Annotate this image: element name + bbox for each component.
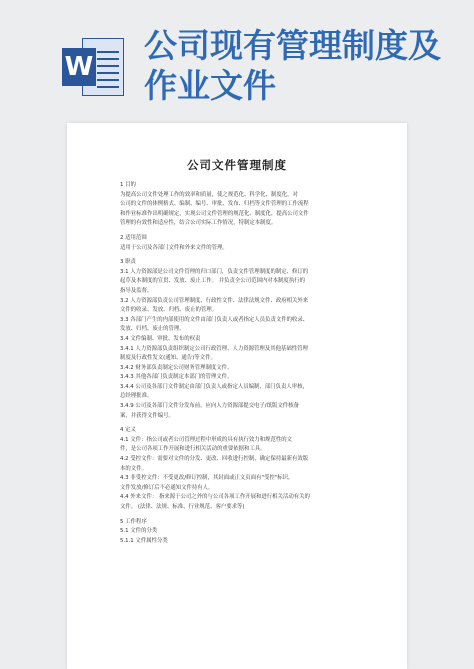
body-line: 和作业标准作出明确规定，实现公司文件管理的规范化、制度化，提高公司文件 [120,210,309,217]
body-line: 件，是公司各项工作开展和进行相关活动的重要依据和工具。 [120,446,266,453]
body-line: 起草及本制度的宣贯、发放、废止工作。 并负责全公司范围内对本制度执行的 [120,278,305,285]
body-line: 管理的有效性和适应性，结合公司实际工作情况，特制定本制度。 [120,220,277,227]
body-line: 4.1 文件：指公司或者公司管理过程中形成的具有执行效力和规范性的文 [120,436,293,443]
body-line: 3.3 各部门产生的内部使用的文件由部门负责人或者指定人员负责文件的收录、 [120,316,309,323]
body-line: 为提高公司文件处理工作的效率和质量，使之规范化、科学化、制度化，对 [120,191,298,198]
body-line: 3.4.4 公司及各部门文件制定由部门负责人或指定人员编制，部门负责人审核， [120,383,308,390]
body-line: 5.1 文件的分类 [120,528,158,535]
word-document-icon [62,38,124,96]
body-line: 3.4.2 财务部负责制定公司财务管理制度文件。 [120,364,233,371]
body-line: 文件。 (法律、法规、标准、行业规范、客户要求等) [120,504,245,510]
body-line: 3.4.1 人力资源部负责组织制定公司行政管理、人力资源管理及其他基础性管理 [120,345,308,352]
document-body [120,181,360,546]
section-heading: 5 工作程序 [120,518,147,525]
body-line: 制度及行政性发文(通知、通告)等文件。 [120,355,216,362]
section-heading: 3 职责 [120,259,136,266]
section-heading: 4 定义 [120,427,136,434]
document-title: 公司文件管理制度 [187,158,287,172]
body-line: 案，并获得文件编号。 [120,412,174,419]
section-heading: 2 适用范围 [120,234,147,241]
body-line: 4.4 外来文件： 指来源于公司之外的与公司各项工作开展和进行相关活动有关的 [120,494,310,501]
word-w-badge: W [62,48,96,86]
body-line: 文件的收录、发放、归档、废止的管理。 [120,307,218,314]
body-line: 3.1 人力资源部是公司文件管理的归口部门，负责文件管理制度的制定、修订的 [120,268,309,275]
banner-title: 公司现有管理制度及作业文件 [144,26,441,105]
section-heading: 1 目的 [120,182,136,188]
body-line: 3.4.3 其他各部门负责制定本部门的管理文件。 [120,374,233,381]
document-page [67,123,407,669]
body-line: 本的文件。 [120,465,147,472]
body-line: 4.3 非受控文件：不受更改/修订控制，其封面或正文页面有"受控"标识， [120,475,294,482]
body-line: 指导及监督。 [120,287,153,294]
header-banner [0,0,474,112]
body-line: 3.4.9 公司及各部门文件分发布前，应向人力资源部提交电子/纸版文件核备 [120,403,299,410]
body-line: 总经理批准。 [120,393,153,400]
body-line: 发放、归档、废止的管理。 [120,326,185,333]
body-line: 适用于公司及各部门文件和外来文件的管理。 [120,244,228,251]
body-line: 公司的文件的体例格式、编制、编号、审批、发布、归档等文件管理的工作流程 [120,201,309,208]
body-line: 3.2 人力资源部负责公司管理制度、行政性文件、法律法规文件、政府相关外来 [120,297,309,304]
body-line: 文件发放/修订后不必通知文件持有人。 [120,484,214,491]
body-line: 5.1.1 文件属性分类 [120,537,168,544]
body-line: 4.2 受控文件：需要对文件的分发、更改、回收进行控制，确定保持最新有效版 [120,456,309,463]
body-line: 3.4 文件编制、审批、发布的权责 [120,335,201,342]
